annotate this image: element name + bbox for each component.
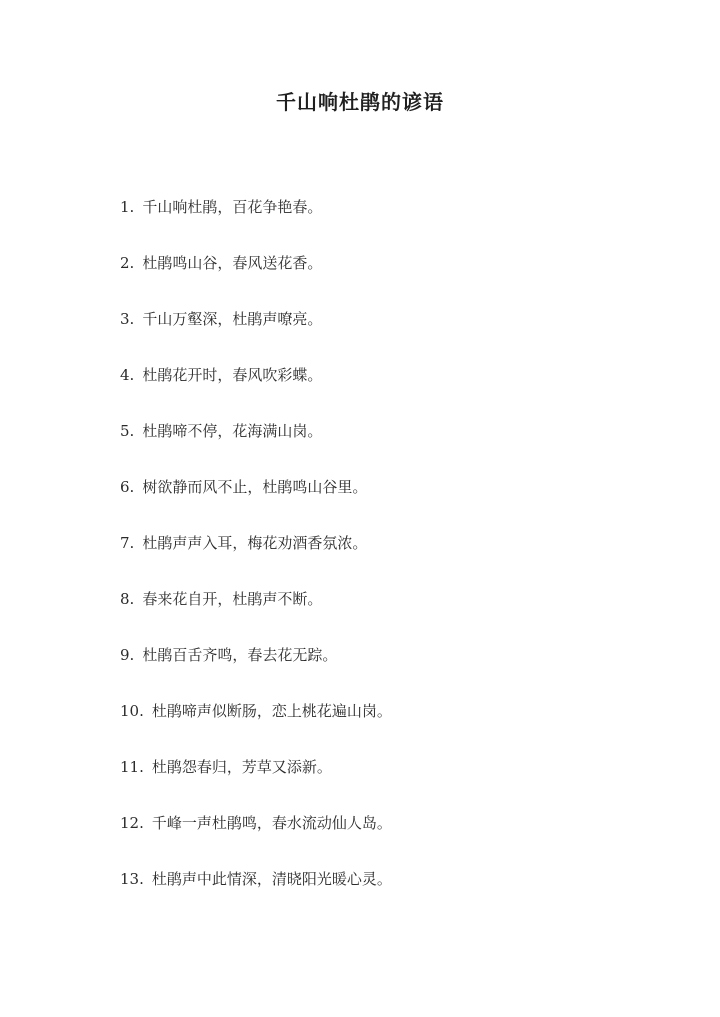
saying-item-12 bbox=[120, 812, 660, 868]
saying-item-8 bbox=[120, 588, 660, 644]
saying-text: 杜鹃啼声似断肠，恋上桃花遍山岗。 bbox=[151, 702, 392, 720]
saying-item-11 bbox=[120, 756, 660, 812]
saying-text: 杜鹃声声入耳，梅花劝酒香氛浓。 bbox=[142, 534, 368, 552]
saying-number: 8. bbox=[120, 590, 135, 608]
saying-number: 11. bbox=[120, 758, 144, 776]
saying-number: 4. bbox=[120, 366, 135, 384]
saying-item-5 bbox=[120, 420, 660, 476]
saying-text: 春来花自开，杜鹃声不断。 bbox=[142, 590, 323, 608]
saying-item-2 bbox=[120, 252, 660, 308]
saying-number: 3. bbox=[120, 310, 135, 328]
saying-text: 杜鹃花开时，春风吹彩蝶。 bbox=[142, 366, 323, 384]
document-title: 千山响杜鹃的谚语 bbox=[276, 90, 444, 114]
saying-number: 7. bbox=[120, 534, 135, 552]
saying-number: 5. bbox=[120, 422, 135, 440]
sayings-list bbox=[120, 196, 660, 924]
saying-item-7 bbox=[120, 532, 660, 588]
saying-item-9 bbox=[120, 644, 660, 700]
saying-text: 杜鹃啼不停，花海满山岗。 bbox=[142, 422, 323, 440]
saying-number: 1. bbox=[120, 198, 135, 216]
saying-text: 杜鹃怨春归，芳草又添新。 bbox=[151, 758, 332, 776]
saying-text: 杜鹃百舌齐鸣，春去花无踪。 bbox=[142, 646, 338, 664]
saying-item-4 bbox=[120, 364, 660, 420]
saying-text: 杜鹃鸣山谷，春风送花香。 bbox=[142, 254, 323, 272]
saying-text: 千峰一声杜鹃鸣，春水流动仙人岛。 bbox=[151, 814, 392, 832]
saying-text: 杜鹃声中此情深，清晓阳光暖心灵。 bbox=[151, 870, 392, 888]
saying-number: 2. bbox=[120, 254, 135, 272]
saying-item-6 bbox=[120, 476, 660, 532]
saying-number: 10. bbox=[120, 702, 144, 720]
saying-item-13 bbox=[120, 868, 660, 924]
saying-item-1 bbox=[120, 196, 660, 252]
saying-item-3 bbox=[120, 308, 660, 364]
saying-number: 9. bbox=[120, 646, 135, 664]
saying-text: 千山响杜鹃，百花争艳春。 bbox=[142, 198, 323, 216]
saying-number: 6. bbox=[120, 478, 135, 496]
saying-number: 12. bbox=[120, 814, 144, 832]
saying-item-10 bbox=[120, 700, 660, 756]
saying-text: 树欲静而风不止，杜鹃鸣山谷里。 bbox=[142, 478, 368, 496]
saying-number: 13. bbox=[120, 870, 144, 888]
saying-text: 千山万壑深，杜鹃声嘹亮。 bbox=[142, 310, 323, 328]
